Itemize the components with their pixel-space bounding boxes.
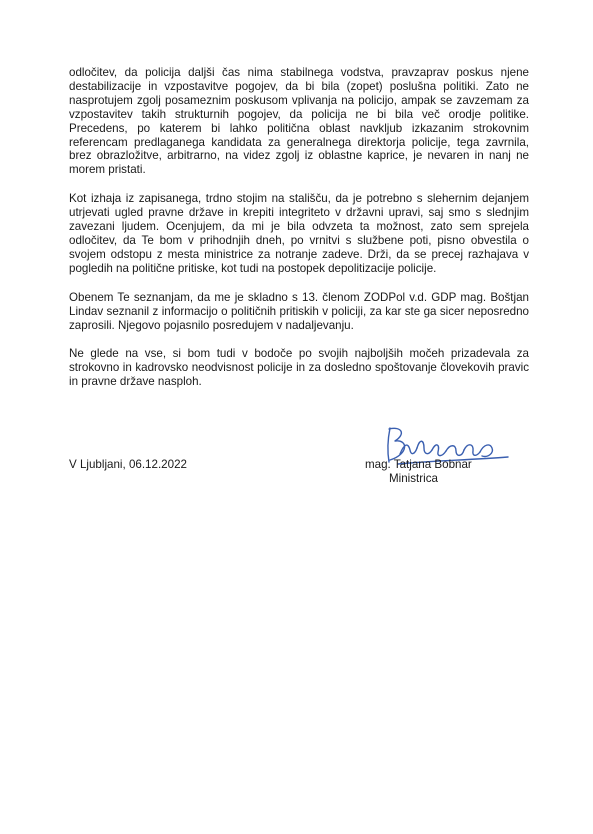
paragraph-closing: Ne glede na vse, si bom tudi v bodoče po svojih najboljših močeh prizadevala za strokovno in kadrovsko neodvisnost policije in za dosledno spoštovanje človekovih pravic in pravne države nasploh. [69,347,529,389]
paragraph-decision: odločitev, da policija daljši čas nima stabilnega vodstva, pravzaprav poskus njene destabilizacije in vzpostavitve pogojev, da bi bila (zopet) poslušna politiki. Zato ne nasprotujem zgolj posameznim poskusom vplivanja na policijo, ampak se zavzemam za vzpostavitev takih strukturnih pogojev, da policija ne bi bila več orodje politike. Precedens, po katerem bi lahko politična oblast navkljub izkazanim strokovnim referencam predlaganega kandidata za generalnega direktorja policije, tega zavrnila, brez obrazložitve, arbitrarno, na videz zgolj iz oblastne kaprice, je nevaren in nanj ne morem pristati. [69,66,529,177]
letter-body [69,66,529,404]
place-and-date: V Ljubljani, 06.12.2022 [69,458,187,471]
signer-name: mag. Tatjana Bobnar [365,458,472,471]
paragraph-information: Obenem Te seznanjam, da me je skladno s 13. členom ZODPol v.d. GDP mag. Boštjan Lindav seznanil z informacijo o političnih pritiskih v policiji, za kar ste ga sicer neposredno zaprosili. Njegovo pojasnilo posredujem v nadaljevanju. [69,290,529,332]
signer-title: Ministrica [389,472,438,485]
paragraph-resignation: Kot izhaja iz zapisanega, trdno stojim na stališču, da je potrebno s slehernim dejanjem utrjevati ugled pravne države in krepiti integriteto v državni upravi, saj smo s slednjim zavezani ljudem. Ocenjujem, da mi je bila odvzeta ta možnost, zato sem sprejela odločitev, da Te bom v prihodnjih dneh, po vrnitvi s službene poti, pisno obvestila o svojem odstopu z mesta ministrice za notranje zadeve. Drži, da se precej razhajava v pogledih na politične pritiske, kot tudi na postopek depolitizacije policije. [69,192,529,275]
